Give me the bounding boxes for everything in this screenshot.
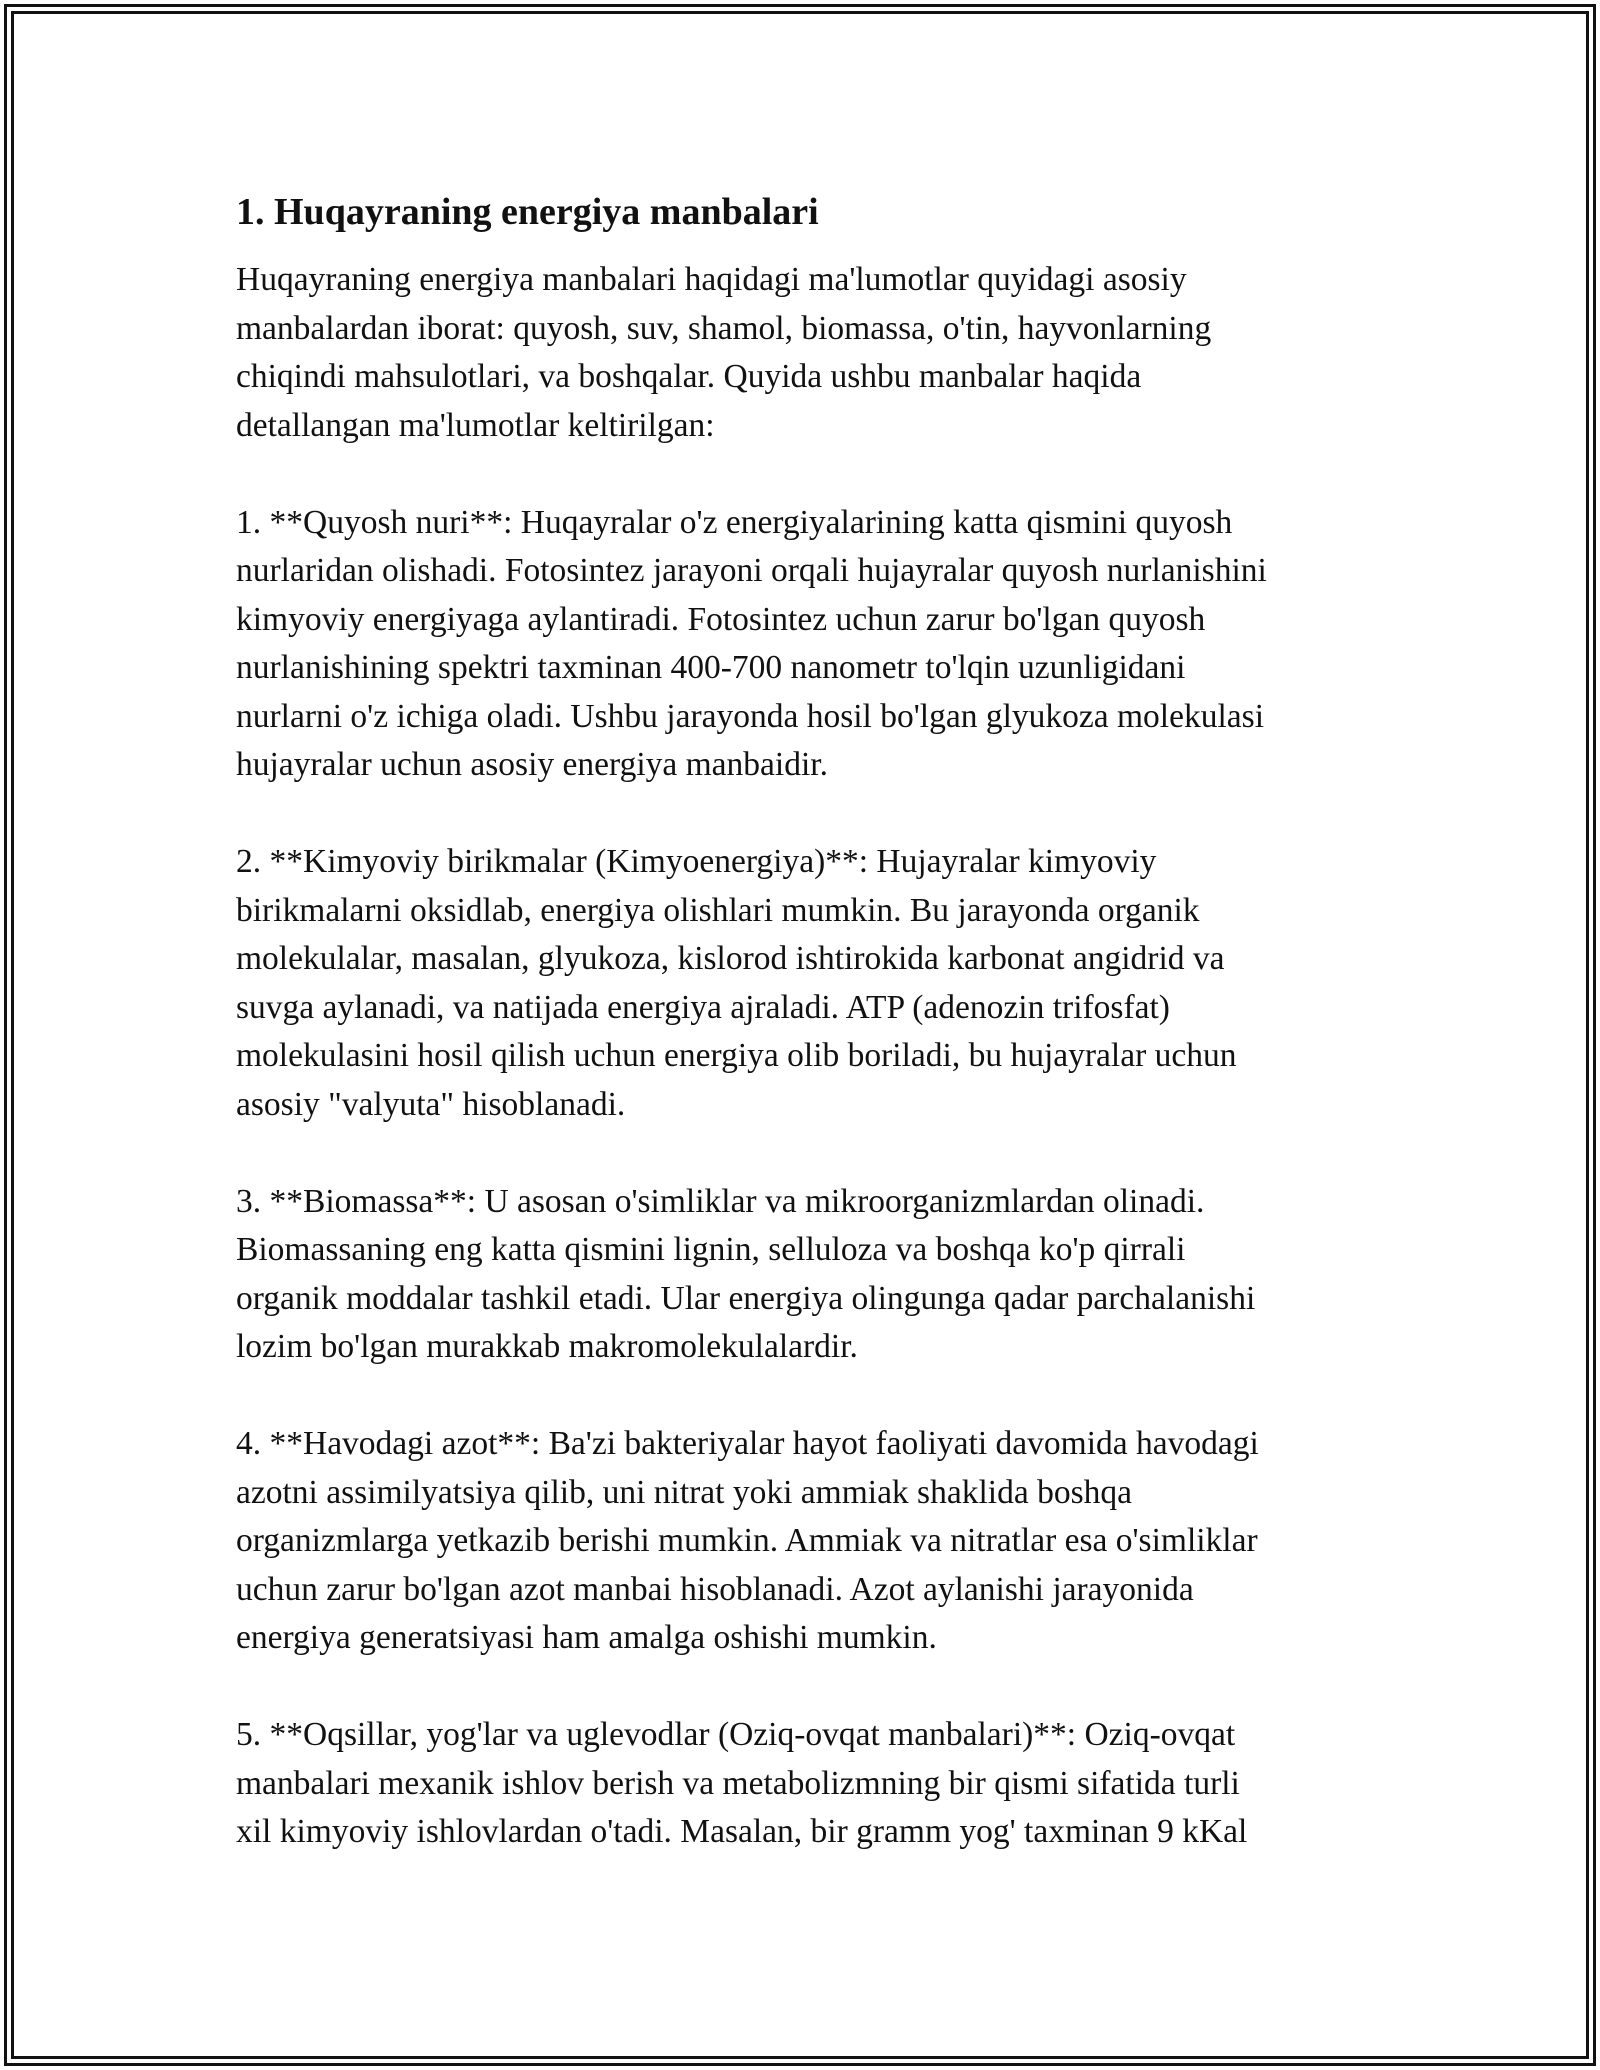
text-line: manbalari mexanik ishlov berish va metabolizmning bir qismi sifatida turli [236,1764,1240,1802]
text-line: nurlarni o'z ichiga oladi. Ushbu jarayonda hosil bo'lgan glyukoza molekulasi [236,697,1264,735]
text-line: suvga aylanadi, va natijada energiya ajraladi. ATP (adenozin trifosfat) [236,988,1170,1026]
list-item-kimyoviy-birikmalar [236,838,1376,1129]
text-line: hujayralar uchun asosiy energiya manbaidir. [236,746,828,783]
text-line: nurlanishining spektri taxminan 400-700 nanometr to'lqin uzunligidani [236,649,1186,686]
text-line: chiqindi mahsulotlari, va boshqalar. Quyida ushbu manbalar haqida [236,358,1142,395]
document-body [236,188,1376,1857]
text-line: 5. **Oqsillar, yog'lar va uglevodlar (Oziq-ovqat manbalari)**: Oziq-ovqat [236,1716,1236,1753]
text-line: xil kimyoviy ishlovlardan o'tadi. Masalan, bir gramm yog' taxminan 9 kKal [236,1813,1248,1850]
text-line: 2. **Kimyoviy birikmalar (Kimyoenergiya)**: Hujayralar kimyoviy [236,843,1157,880]
list-item-havodagi-azot [236,1420,1376,1663]
text-line: Biomassaning eng katta qismini lignin, selluloza va boshqa ko'p qirrali [236,1231,1186,1268]
text-line: Huqayraning energiya manbalari haqidagi ma'lumotlar quyidagi asosiy [236,261,1187,298]
text-line: molekulalar, masalan, glyukoza, kislorod ishtirokida karbonat angidrid va [236,940,1225,977]
text-line: energiya generatsiyasi ham amalga oshishi mumkin. [236,1619,937,1656]
text-line: birikmalarni oksidlab, energiya olishlari mumkin. Bu jarayonda organik [236,891,1200,929]
text-line: lozim bo'lgan murakkab makromolekulalardir. [236,1328,858,1365]
list-item-oqsillar [236,1711,1376,1857]
list-item-quyosh-nuri [236,499,1376,790]
document-title: 1. Huqayraning energiya manbalari [236,191,819,233]
text-line: asosiy "valyuta" hisoblanadi. [236,1085,626,1123]
text-line: 4. **Havodagi azot**: Ba'zi bakteriyalar hayot faoliyati davomida havodagi [236,1425,1259,1462]
text-line: nurlaridan olishadi. Fotosintez jarayoni orqali hujayralar quyosh nurlanishini [236,552,1267,589]
text-line: molekulasini hosil qilish uchun energiya olib boriladi, bu hujayralar uchun [236,1037,1237,1074]
text-line: 3. **Biomassa**: U asosan o'simliklar va mikroorganizmlardan olinadi. [236,1182,1205,1220]
text-line: 1. **Quyosh nuri**: Huqayralar o'z energiyalarining katta qismini quyosh [236,503,1233,541]
text-line: uchun zarur bo'lgan azot manbai hisoblanadi. Azot aylanishi jarayonida [236,1570,1194,1608]
text-line: detallangan ma'lumotlar keltirilgan: [236,406,715,444]
intro-paragraph [236,256,1376,450]
text-line: azotni assimilyatsiya qilib, uni nitrat yoki ammiak shaklida boshqa [236,1473,1132,1511]
text-line: kimyoviy energiyaga aylantiradi. Fotosintez uchun zarur bo'lgan quyosh [236,600,1206,638]
text-line: organik moddalar tashkil etadi. Ular energiya olingunga qadar parchalanishi [236,1279,1256,1317]
text-line: organizmlarga yetkazib berishi mumkin. Ammiak va nitratlar esa o'simliklar [236,1522,1258,1559]
list-item-biomassa [236,1178,1376,1372]
text-line: manbalardan iborat: quyosh, suv, shamol, biomassa, o'tin, hayvonlarning [236,309,1212,347]
